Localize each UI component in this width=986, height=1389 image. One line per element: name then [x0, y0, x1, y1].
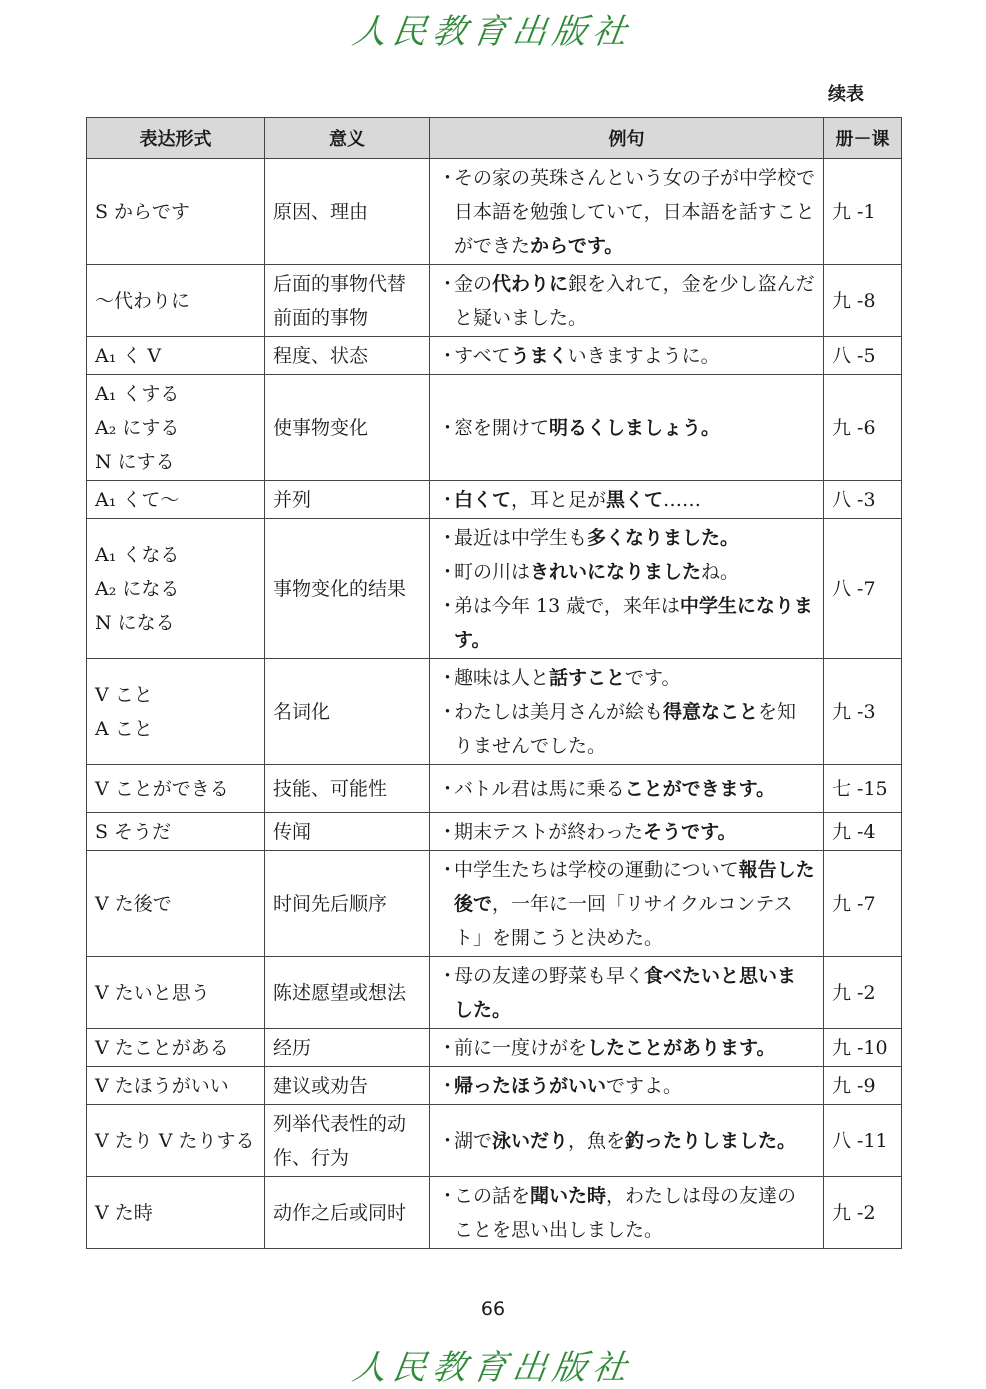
example-fragment: ，一年に一回「リサイクルコンテスト」を開こうと決めた。 [454, 892, 793, 949]
example-sentence [438, 815, 815, 849]
example-fragment: 町の川は [454, 560, 531, 583]
bullet-icon: ・ [438, 964, 458, 987]
lesson-cell: 八 -5 [824, 337, 902, 375]
bullet-icon: ・ [438, 1074, 458, 1097]
form-text: V たり V たりする [95, 1129, 255, 1152]
grammar-highlight: 代わりに [492, 272, 569, 295]
bullet-icon: ・ [438, 1129, 458, 1152]
lesson-cell: 九 -6 [824, 375, 902, 481]
bullet-icon: ・ [438, 560, 458, 583]
form-cell [87, 375, 265, 481]
grammar-highlight: 多くなりました。 [587, 526, 740, 549]
example-cell [430, 957, 824, 1029]
form-text: V たいと思う [95, 981, 210, 1004]
example-text [454, 1069, 682, 1103]
example-text [454, 1179, 815, 1247]
lesson-cell: 九 -1 [824, 159, 902, 265]
example-text [454, 267, 815, 335]
example-fragment: わたしは美月さんが絵も [454, 700, 664, 723]
grammar-highlight: きれいになりました [530, 560, 702, 583]
example-cell [430, 813, 824, 851]
example-cell [430, 375, 824, 481]
meaning-cell: 动作之后或同时 [265, 1177, 430, 1249]
grammar-highlight: 帰ったほうがいい [454, 1074, 607, 1097]
grammar-table [86, 117, 902, 1249]
form-cell [87, 1105, 265, 1177]
grammar-highlight: 中学生になります。 [454, 594, 813, 651]
form-cell [87, 1029, 265, 1067]
bullet-icon: ・ [438, 272, 458, 295]
form-cell [87, 1067, 265, 1105]
meaning-cell: 程度、状态 [265, 337, 430, 375]
header-lesson: 册－课 [824, 118, 902, 159]
form-text: N になる [95, 611, 175, 634]
lesson-cell: 七 -15 [824, 765, 902, 813]
example-sentence [438, 521, 815, 555]
example-fragment: 中学生たちは学校の運動について [454, 858, 739, 881]
form-cell [87, 813, 265, 851]
form-text: A₂ になる [95, 577, 180, 600]
example-cell [430, 1067, 824, 1105]
page-number: 66 [480, 1298, 506, 1320]
bullet-icon: ・ [438, 416, 458, 439]
form-text: A₁ くなる [95, 543, 180, 566]
form-cell [87, 481, 265, 519]
bullet-icon: ・ [438, 166, 458, 189]
meaning-cell: 技能、可能性 [265, 765, 430, 813]
lesson-cell: 九 -8 [824, 265, 902, 337]
bullet-icon: ・ [438, 700, 458, 723]
table-row [87, 813, 902, 851]
meaning-cell: 使事物变化 [265, 375, 430, 481]
table-row [87, 765, 902, 813]
lesson-cell: 九 -3 [824, 659, 902, 765]
form-text: V たことがある [95, 1036, 229, 1059]
grammar-highlight: 黒くて [606, 488, 664, 511]
example-fragment: 弟は今年 13 歳で，来年は [454, 594, 680, 617]
meaning-cell: 建议或劝告 [265, 1067, 430, 1105]
meaning-cell: 经历 [265, 1029, 430, 1067]
example-sentence [438, 853, 815, 955]
example-text [454, 1031, 776, 1065]
example-text [454, 772, 775, 806]
publisher-logo-top: 人民教育出版社 [349, 12, 636, 52]
example-sentence [438, 772, 815, 806]
form-text: N にする [95, 450, 175, 473]
form-cell [87, 765, 265, 813]
form-text: A₁ くて～ [95, 488, 180, 511]
form-text: A₁ くする [95, 382, 180, 405]
lesson-cell: 八 -11 [824, 1105, 902, 1177]
grammar-highlight: 話すこと [549, 666, 626, 689]
example-sentence [438, 267, 815, 335]
example-text [454, 483, 701, 517]
bullet-icon: ・ [438, 858, 458, 881]
form-cell [87, 1177, 265, 1249]
table-header-row [87, 118, 902, 159]
bullet-icon: ・ [438, 594, 458, 617]
bullet-icon: ・ [438, 777, 458, 800]
example-cell [430, 659, 824, 765]
table-row [87, 851, 902, 957]
example-sentence [438, 661, 815, 695]
bullet-icon: ・ [438, 526, 458, 549]
meaning-cell: 原因、理由 [265, 159, 430, 265]
grammar-highlight: からです。 [530, 234, 624, 257]
lesson-cell: 九 -4 [824, 813, 902, 851]
example-fragment: です。 [625, 666, 681, 689]
form-text: V こと [95, 683, 153, 706]
example-text [454, 589, 815, 657]
table-row [87, 1067, 902, 1105]
example-cell [430, 851, 824, 957]
form-cell [87, 519, 265, 659]
example-fragment: ，わたしは母の友達のことを思い出しました。 [454, 1184, 797, 1241]
example-fragment: いきますように。 [567, 344, 720, 367]
table-row [87, 1177, 902, 1249]
grammar-highlight: したことがあります。 [587, 1036, 776, 1059]
table-row [87, 337, 902, 375]
form-cell [87, 159, 265, 265]
example-text [454, 161, 815, 263]
example-sentence [438, 483, 815, 517]
form-cell [87, 851, 265, 957]
meaning-cell: 陈述愿望或想法 [265, 957, 430, 1029]
form-text: A こと [95, 717, 153, 740]
table-row [87, 265, 902, 337]
example-text [454, 521, 739, 555]
table-body [87, 159, 902, 1249]
example-fragment: すべて [454, 344, 511, 367]
continued-table-label: 续表 [828, 84, 864, 105]
form-cell [87, 337, 265, 375]
header-meaning: 意义 [265, 118, 430, 159]
example-fragment: を知りませんでした。 [454, 700, 797, 757]
example-sentence [438, 1124, 815, 1158]
example-text [454, 1124, 796, 1158]
example-fragment: 湖で [454, 1129, 493, 1152]
grammar-highlight: 報告した後で [454, 858, 815, 915]
table-row [87, 659, 902, 765]
form-text: V た時 [95, 1201, 153, 1224]
example-text [454, 959, 815, 1027]
meaning-cell: 事物变化的结果 [265, 519, 430, 659]
example-text [454, 815, 737, 849]
example-fragment: …… [663, 488, 702, 511]
form-text: S そうだ [95, 820, 172, 843]
bullet-icon: ・ [438, 1036, 458, 1059]
example-fragment: 金の [454, 272, 493, 295]
example-sentence [438, 1179, 815, 1247]
bullet-icon: ・ [438, 820, 458, 843]
example-text [454, 411, 720, 445]
grammar-highlight: 食べたいと思いました。 [454, 964, 797, 1021]
example-fragment: バトル君は馬に乗る [454, 777, 625, 800]
table-row [87, 519, 902, 659]
table-row [87, 957, 902, 1029]
lesson-cell: 九 -2 [824, 957, 902, 1029]
grammar-highlight: 泳いだり [492, 1129, 569, 1152]
meaning-cell: 名词化 [265, 659, 430, 765]
example-cell [430, 519, 824, 659]
grammar-highlight: 白くて [454, 488, 512, 511]
header-example: 例句 [430, 118, 824, 159]
form-cell [87, 659, 265, 765]
example-sentence [438, 959, 815, 1027]
example-fragment: 趣味は人と [454, 666, 550, 689]
example-text [454, 695, 815, 763]
bullet-icon: ・ [438, 1184, 458, 1207]
publisher-logo-bottom: 人民教育出版社 [349, 1348, 636, 1388]
example-sentence [438, 695, 815, 763]
example-sentence [438, 161, 815, 263]
example-fragment: その家の英珠さんという女の子が中学校で日本語を勉強していて，日本語を話すことができた [454, 166, 816, 257]
example-fragment: ，魚を [568, 1129, 626, 1152]
example-sentence [438, 339, 815, 373]
form-text: A₂ にする [95, 416, 180, 439]
example-fragment: 母の友達の野菜も早く [454, 964, 645, 987]
example-text [454, 853, 815, 955]
grammar-highlight: そうです。 [643, 820, 737, 843]
lesson-cell: 九 -9 [824, 1067, 902, 1105]
example-fragment: ね。 [701, 560, 740, 583]
lesson-cell: 九 -10 [824, 1029, 902, 1067]
form-text: ～代わりに [95, 289, 191, 312]
example-text [454, 339, 720, 373]
grammar-highlight: うまく [510, 344, 568, 367]
example-fragment: 最近は中学生も [454, 526, 588, 549]
meaning-cell: 列举代表性的动作、行为 [265, 1105, 430, 1177]
lesson-cell: 八 -7 [824, 519, 902, 659]
example-cell [430, 481, 824, 519]
example-sentence [438, 1069, 815, 1103]
example-cell [430, 1105, 824, 1177]
header-form: 表达形式 [87, 118, 265, 159]
grammar-highlight: 得意なこと [663, 700, 759, 723]
example-fragment: 窓を開けて [454, 416, 550, 439]
example-fragment: 期末テストが終わった [454, 820, 644, 843]
example-cell [430, 1177, 824, 1249]
form-text: V た後で [95, 892, 172, 915]
meaning-cell: 时间先后顺序 [265, 851, 430, 957]
form-cell [87, 265, 265, 337]
example-cell [430, 159, 824, 265]
example-fragment: ，耳と足が [511, 488, 607, 511]
table-row [87, 1029, 902, 1067]
example-fragment: 前に一度けがを [454, 1036, 588, 1059]
example-text [454, 661, 681, 695]
bullet-icon: ・ [438, 344, 458, 367]
form-text: V たほうがいい [95, 1074, 229, 1097]
example-cell [430, 337, 824, 375]
example-cell [430, 1029, 824, 1067]
table-row [87, 159, 902, 265]
meaning-cell: 并列 [265, 481, 430, 519]
example-fragment: 銀を入れて，金を少し盗んだと疑いました。 [454, 272, 815, 329]
bullet-icon: ・ [438, 488, 458, 511]
meaning-cell: 后面的事物代替前面的事物 [265, 265, 430, 337]
example-sentence [438, 555, 815, 589]
example-text [454, 555, 739, 589]
lesson-cell: 九 -7 [824, 851, 902, 957]
lesson-cell: 八 -3 [824, 481, 902, 519]
bullet-icon: ・ [438, 666, 458, 689]
example-cell [430, 265, 824, 337]
table-row [87, 481, 902, 519]
form-text: V ことができる [95, 777, 229, 800]
table-row [87, 375, 902, 481]
example-sentence [438, 589, 815, 657]
lesson-cell: 九 -2 [824, 1177, 902, 1249]
form-text: A₁ く V [95, 344, 162, 367]
example-fragment: ですよ。 [606, 1074, 683, 1097]
grammar-highlight: 聞いた時 [530, 1184, 607, 1207]
example-fragment: この話を [454, 1184, 531, 1207]
grammar-highlight: ことができます。 [624, 777, 776, 800]
table-row [87, 1105, 902, 1177]
example-cell [430, 765, 824, 813]
form-cell [87, 957, 265, 1029]
meaning-cell: 传闻 [265, 813, 430, 851]
example-sentence [438, 411, 815, 445]
example-sentence [438, 1031, 815, 1065]
grammar-highlight: 明るくしましょう。 [549, 416, 721, 439]
grammar-highlight: 釣ったりしました。 [625, 1129, 797, 1152]
form-text: S からです [95, 200, 190, 223]
